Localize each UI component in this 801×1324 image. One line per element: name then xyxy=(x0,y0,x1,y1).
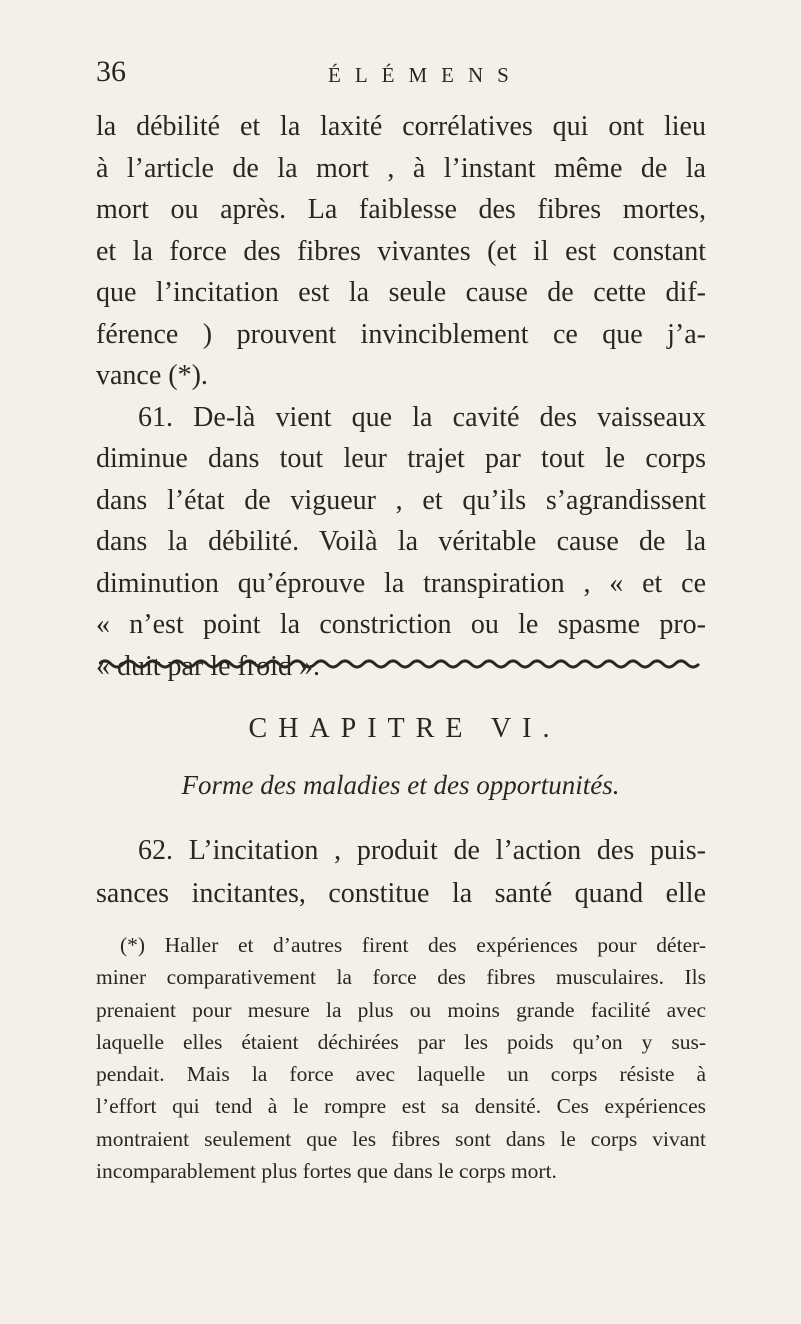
page-header xyxy=(96,55,696,95)
text-line: diminution qu’éprouve la transpiration , « et ce xyxy=(96,567,706,599)
footnote-line: incomparablement plus fortes que dans le corps mort. xyxy=(96,1159,557,1184)
text-line: à l’article de la mort , à l’instant même de la xyxy=(96,152,706,184)
text-line: et la force des fibres vivantes (et il est constant xyxy=(96,235,706,267)
footnote-line: pendait. Mais la force avec laquelle un corps résiste à xyxy=(96,1062,706,1087)
footnote-line: montraient seulement que les fibres sont dans le corps vivant xyxy=(96,1126,706,1151)
text-line: vance (*). xyxy=(96,360,208,391)
main-text xyxy=(96,106,706,687)
footnote-line: (*) Haller et d’autres firent des expériences pour déter- xyxy=(120,933,706,957)
text-line: « duit par le froid ». xyxy=(96,650,320,682)
running-title: ÉLÉMENS xyxy=(328,63,523,87)
paragraph-continued xyxy=(96,106,706,397)
text-line: dans l’état de vigueur , et qu’ils s’agrandissent xyxy=(96,484,706,516)
paragraph-62 xyxy=(96,829,706,915)
chapter-subtitle: Forme des maladies et des opportunités. xyxy=(181,770,620,800)
text-line: mort ou après. La faiblesse des fibres mortes, xyxy=(96,194,706,225)
text-line: la débilité et la laxité corrélatives qui ont lieu xyxy=(96,111,706,142)
footnote-line: laquelle elles étaient déchirées par les poids qu’on y sus- xyxy=(96,1029,706,1054)
text-line: férence ) prouvent invinciblement ce que j’a- xyxy=(96,318,706,350)
text-line: sances incitantes, constitue la santé quand elle xyxy=(96,878,706,909)
footnote-line: prenaient pour mesure la plus ou moins grande facilité avec xyxy=(96,997,706,1022)
footnote-line: l’effort qui tend à le rompre est sa densité. Ces expériences xyxy=(96,1094,706,1119)
ornamental-divider xyxy=(99,658,704,670)
page-number: 36 xyxy=(96,55,126,88)
footnote-line: miner comparativement la force des fibres musculaires. Ils xyxy=(96,965,706,990)
chapter-title: CHAPITRE VI. xyxy=(248,713,561,744)
text-line: « n’est point la constriction ou le spasme pro- xyxy=(96,609,706,640)
text-line: dans la débilité. Voilà la véritable cause de la xyxy=(96,526,706,557)
text-line: diminue dans tout leur trajet par tout le corps xyxy=(96,443,706,474)
footnote xyxy=(96,929,706,1187)
paragraph-61 xyxy=(96,397,706,688)
text-line: 62. L’incitation , produit de l’action des puis- xyxy=(138,835,706,866)
text-line: que l’incitation est la seule cause de cette dif- xyxy=(96,277,706,308)
text-line: 61. De-là vient que la cavité des vaisseaux xyxy=(138,401,706,433)
